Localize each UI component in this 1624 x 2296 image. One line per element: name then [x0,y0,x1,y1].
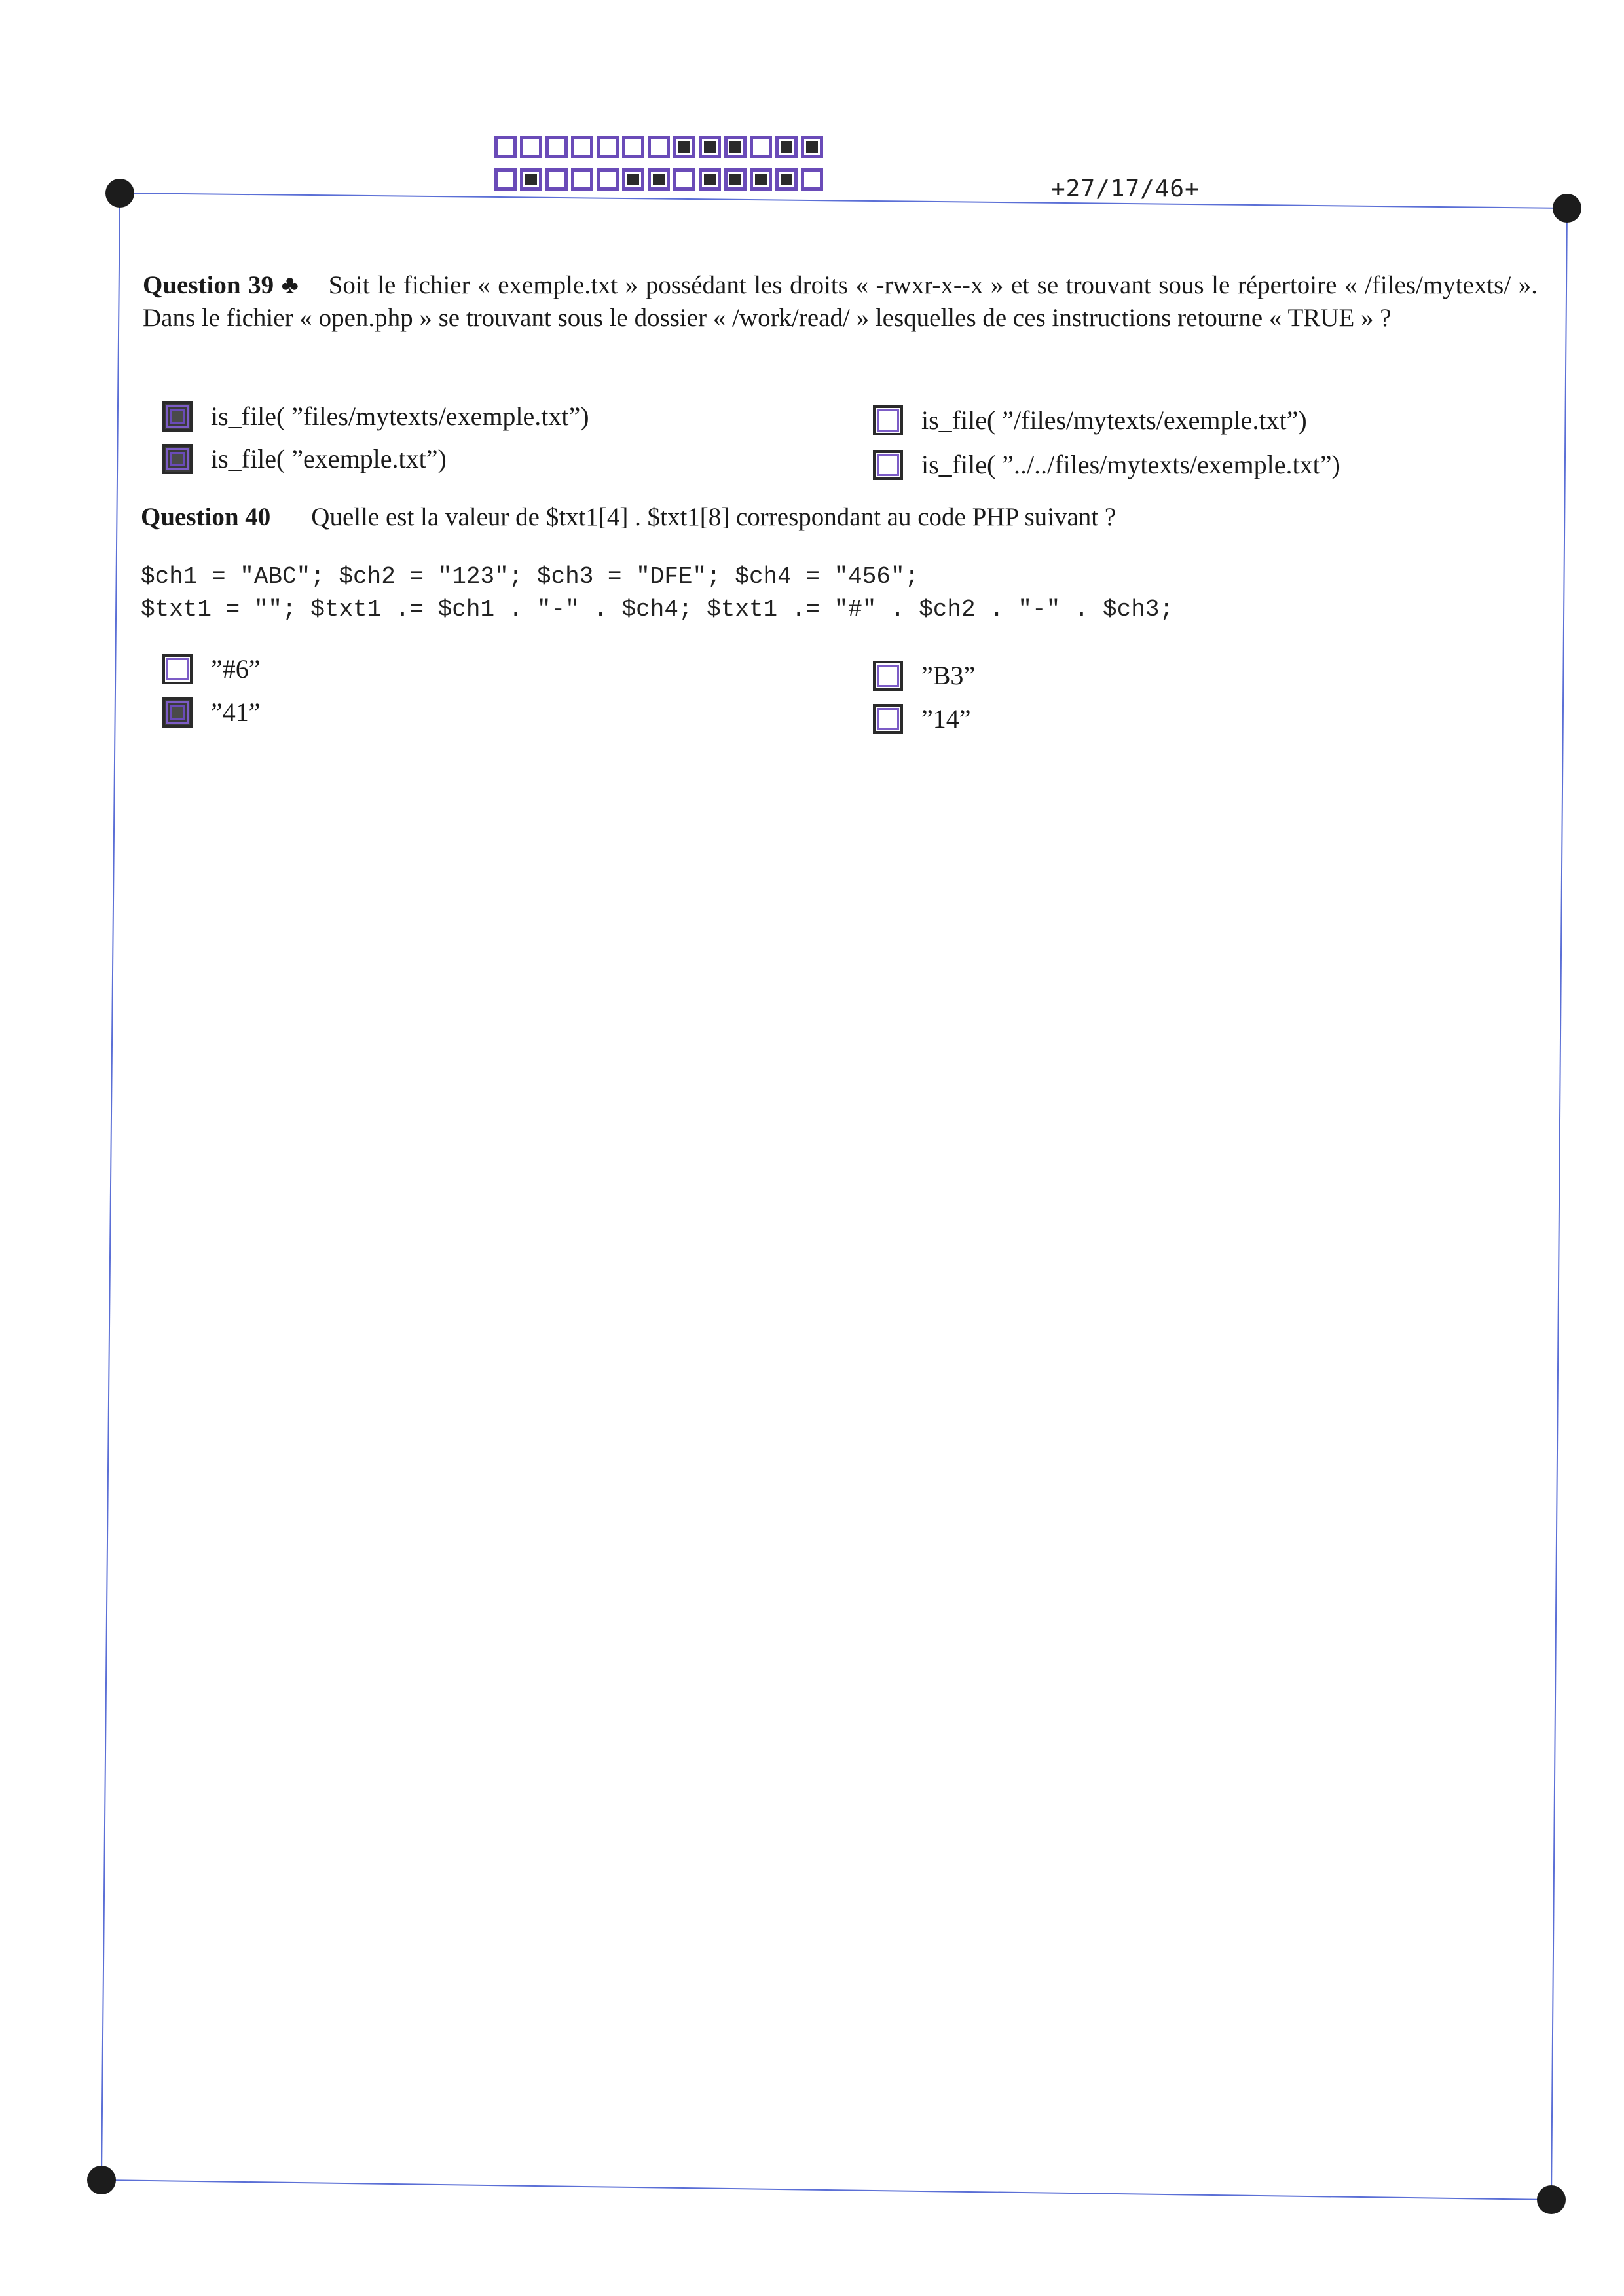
barcode-cell [545,136,568,158]
option-label: ”#6” [211,654,261,684]
barcode-cell [622,168,644,191]
checkbox[interactable] [162,444,193,474]
php-code-line-2: $txt1 = ""; $txt1 .= $ch1 . "-" . $ch4; $txt1 .= "#" . $ch2 . "-" . $ch3; [141,596,1174,623]
barcode-cell [648,136,670,158]
registration-mark-bottom-right [1537,2185,1566,2214]
q40-option-4[interactable] [873,703,971,734]
barcode-cell [775,136,798,158]
checkbox[interactable] [873,704,903,734]
q39-option-1[interactable] [162,401,589,432]
barcode-cell [520,136,542,158]
q39-option-4[interactable] [873,449,1340,480]
option-label: is_file( ”/files/mytexts/exemple.txt”) [921,405,1307,435]
barcode-cell [673,136,695,158]
multiple-choice-club-icon: ♣ [281,270,300,299]
barcode-cell [775,168,798,191]
registration-mark-bottom-left [87,2166,116,2194]
question-40 [141,501,1536,534]
checkbox[interactable] [873,405,903,435]
q40-option-1[interactable] [162,654,261,684]
barcode-cell [545,168,568,191]
question-39-label: Question 39 [143,271,274,299]
question-40-text: Quelle est la valeur de $txt1[4] . $txt1[8] correspondant au code PHP suivant ? [311,503,1116,531]
question-39 [143,268,1538,335]
barcode-cell [597,136,619,158]
registration-mark-top-left [105,179,134,208]
barcode-row-1 [494,136,826,158]
option-label: is_file( ”../../files/mytexts/exemple.txt”) [921,450,1340,479]
barcode-cell [520,168,542,191]
option-label: is_file( ”files/mytexts/exemple.txt”) [211,401,589,431]
barcode-cell [571,136,593,158]
checkbox[interactable] [162,401,193,432]
barcode-cell [571,168,593,191]
barcode-cell [699,136,721,158]
barcode-cell [724,136,747,158]
barcode-cell [648,168,670,191]
barcode-cell [724,168,747,191]
php-code-line-1: $ch1 = "ABC"; $ch2 = "123"; $ch3 = "DFE"; $ch4 = "456"; [141,563,919,590]
registration-mark-top-right [1553,194,1581,223]
barcode-cell [494,136,517,158]
option-label: ”B3” [921,661,976,690]
barcode-cell [494,168,517,191]
q39-option-2[interactable] [162,443,447,474]
q40-option-3[interactable] [873,660,975,691]
barcode-row-2 [494,168,826,191]
barcode-cell [597,168,619,191]
barcode-cell [699,168,721,191]
checkbox[interactable] [873,661,903,691]
page-identifier: +27/17/46+ [1051,176,1200,202]
barcode-cell [622,136,644,158]
question-40-label: Question 40 [141,503,271,531]
barcode-cell [750,136,772,158]
barcode-cell [673,168,695,191]
barcode-cell [801,168,823,191]
barcode-cell [750,168,772,191]
option-label: ”14” [921,704,971,733]
option-label: is_file( ”exemple.txt”) [211,444,447,473]
option-label: ”41” [211,697,261,727]
q40-option-2[interactable] [162,697,261,728]
checkbox[interactable] [162,654,193,684]
checkbox[interactable] [162,697,193,728]
checkbox[interactable] [873,450,903,480]
barcode-cell [801,136,823,158]
question-39-text: Soit le fichier « exemple.txt » possédant les droits « -rwxr-x--x » et se trouvant sous le répertoire « /files/mytexts/ ». Dans le fichier « open.php » se trouvant sous le dossier « /work/read/ » lesquelles de ces instructions retourne « TRUE » ? [143,271,1538,332]
q39-option-3[interactable] [873,405,1307,435]
